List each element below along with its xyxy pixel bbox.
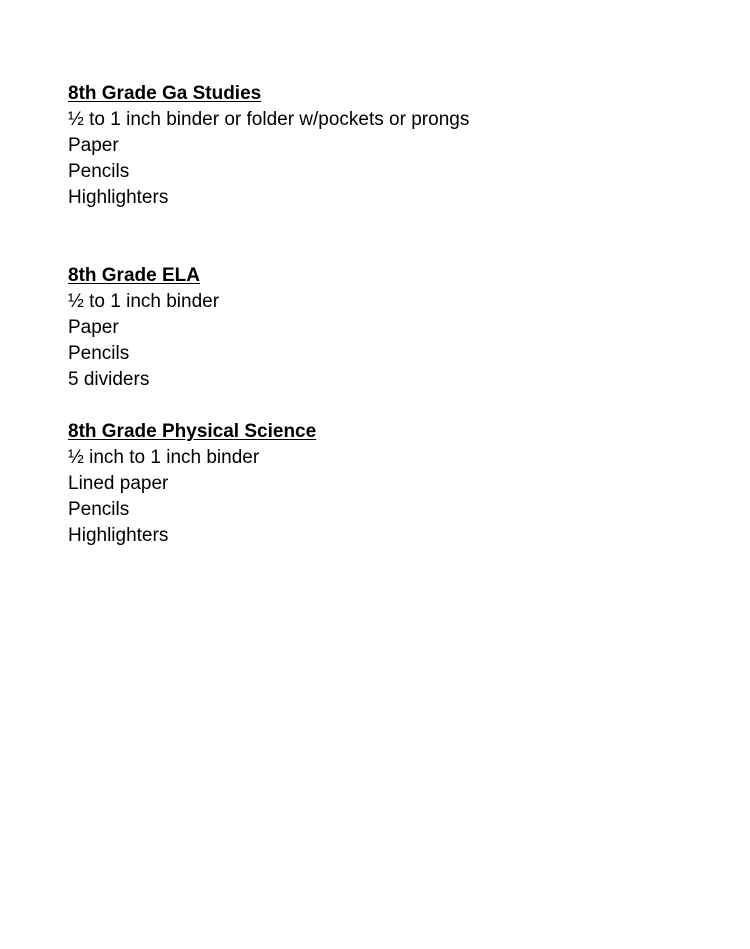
- supply-item: Pencils: [68, 343, 130, 364]
- supply-item: ½ to 1 inch binder: [68, 291, 220, 312]
- supply-list: [68, 445, 708, 549]
- section-spacer: [68, 393, 708, 419]
- supply-item: Paper: [68, 317, 119, 338]
- supply-item: Highlighters: [68, 525, 169, 546]
- section-ga-studies: [68, 81, 708, 211]
- section-ela: [68, 263, 708, 393]
- supply-item: Highlighters: [68, 187, 169, 208]
- supply-item: Lined paper: [68, 473, 169, 494]
- document-page: [68, 81, 708, 549]
- section-title: 8th Grade Ga Studies: [68, 83, 262, 104]
- section-title: 8th Grade Physical Science: [68, 421, 317, 442]
- supply-item: Pencils: [68, 499, 130, 520]
- section-physical-science: [68, 419, 708, 549]
- supply-item: 5 dividers: [68, 369, 150, 390]
- section-spacer: [68, 211, 708, 263]
- supply-list: [68, 107, 708, 211]
- supply-item: ½ inch to 1 inch binder: [68, 447, 260, 468]
- supply-item: ½ to 1 inch binder or folder w/pockets or prongs: [68, 109, 470, 130]
- supply-item: Pencils: [68, 161, 130, 182]
- supply-item: Paper: [68, 135, 119, 156]
- section-title: 8th Grade ELA: [68, 265, 200, 286]
- supply-list: [68, 289, 708, 393]
